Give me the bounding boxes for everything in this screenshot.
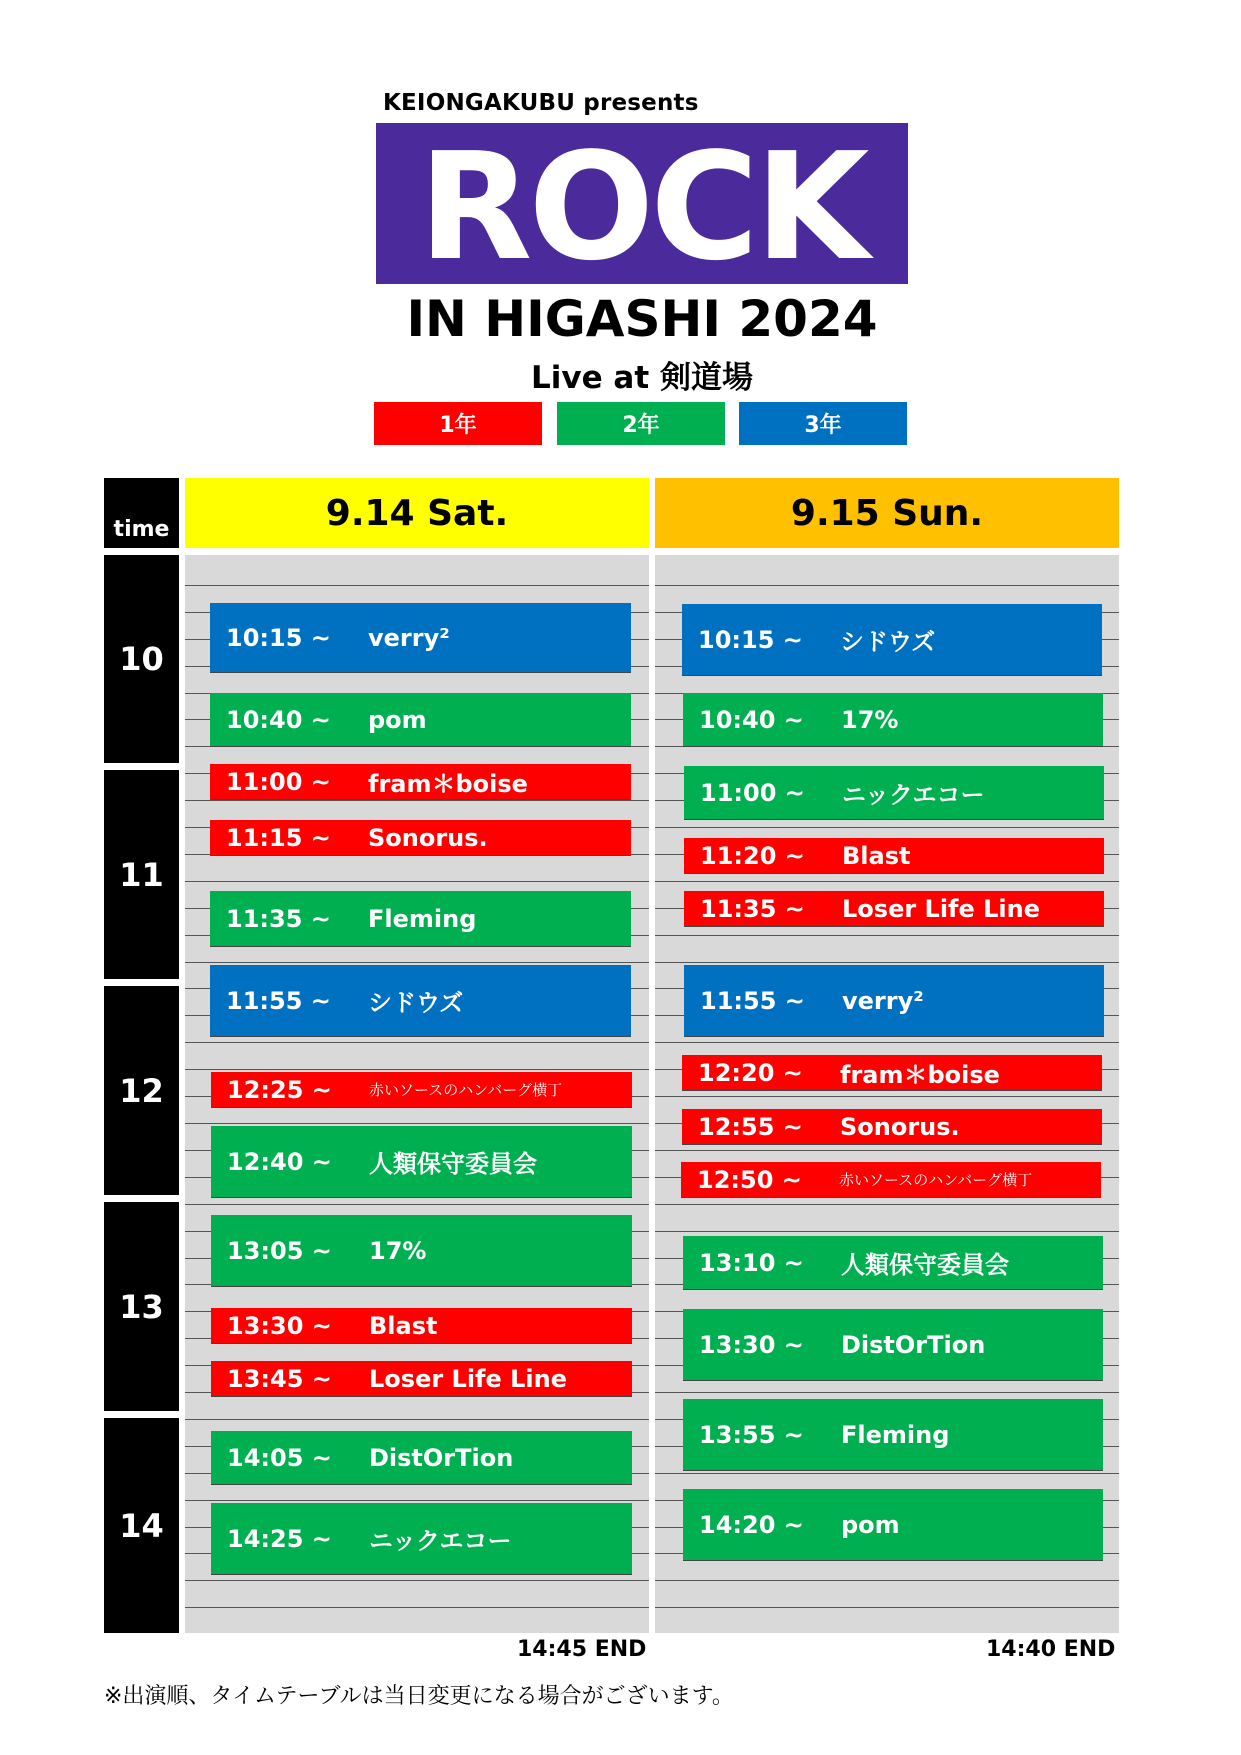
schedule-slot [684, 766, 1104, 820]
grid-line [655, 935, 1119, 936]
slot-band-name: Fleming [368, 904, 477, 933]
slot-band-name: Loser Life Line [842, 894, 1041, 923]
footnote: ※出演順、タイムテーブルは当日変更になる場合がございます。 [104, 1684, 734, 1709]
slot-band-name: pom [841, 1510, 900, 1539]
schedule-slot [681, 1162, 1101, 1198]
grid-line [655, 827, 1119, 828]
hour-cell-12: 12 [104, 986, 179, 1195]
schedule-slot [210, 693, 631, 747]
slot-time: 13:10 ~ [699, 1248, 804, 1277]
schedule-slot [210, 965, 631, 1037]
schedule-slot [211, 1126, 632, 1198]
day-header-sun: 9.15 Sun. [655, 478, 1119, 548]
grid-line [185, 881, 649, 882]
slot-time: 11:35 ~ [700, 894, 805, 923]
slot-band-name: verry² [842, 986, 924, 1015]
hour-cell-11: 11 [104, 770, 179, 979]
schedule-slot [210, 764, 631, 800]
slot-band-name: Sonorus. [368, 823, 488, 852]
schedule-slot [683, 693, 1103, 747]
grid-line [185, 1580, 649, 1581]
slot-time: 11:00 ~ [700, 778, 805, 807]
grid-line [655, 1204, 1119, 1205]
grid-line [185, 1204, 649, 1205]
slot-band-name: 赤いソースのハンバーグ横丁 [369, 1081, 563, 1099]
slot-band-name: 赤いソースのハンバーグ横丁 [839, 1171, 1033, 1189]
grid-line [655, 962, 1119, 963]
slot-band-name: 人類保守委員会 [841, 1251, 1009, 1279]
grid-line [185, 1123, 649, 1124]
slot-band-name: Blast [842, 841, 911, 870]
slot-band-name: verry² [368, 623, 450, 652]
schedule-slot [684, 838, 1104, 874]
grid-line [185, 1607, 649, 1608]
grid-line [185, 1069, 649, 1070]
slot-time: 14:20 ~ [699, 1510, 804, 1539]
day-header-sat: 9.14 Sat. [185, 478, 649, 548]
legend-grade-1: 1年 [374, 402, 542, 445]
schedule-column-sat [185, 555, 649, 1633]
end-time-sun: 14:40 END [986, 1637, 1116, 1662]
slot-time: 13:45 ~ [227, 1364, 332, 1393]
slot-time: 12:50 ~ [697, 1165, 802, 1194]
slot-time: 11:55 ~ [226, 986, 331, 1015]
schedule-column-sun [655, 555, 1119, 1633]
slot-time: 10:15 ~ [226, 623, 331, 652]
grid-line [655, 1392, 1119, 1393]
grid-line [655, 1150, 1119, 1151]
presenter-text: KEIONGAKUBU presents [383, 90, 699, 116]
slot-time: 10:40 ~ [226, 705, 331, 734]
slot-time: 11:55 ~ [700, 986, 805, 1015]
slot-band-name: DistOrTion [841, 1330, 986, 1359]
schedule-slot [211, 1361, 632, 1397]
schedule-slot [211, 1431, 632, 1485]
hour-cell-14: 14 [104, 1418, 179, 1633]
slot-band-name: Sonorus. [840, 1112, 960, 1141]
slot-time: 11:20 ~ [700, 841, 805, 870]
grid-line [185, 585, 649, 586]
grid-line [185, 962, 649, 963]
slot-band-name: 17% [369, 1236, 427, 1265]
slot-time: 11:00 ~ [226, 767, 331, 796]
slot-time: 11:35 ~ [226, 904, 331, 933]
event-subtitle: IN HIGASHI 2024 [406, 290, 878, 348]
slot-time: 12:20 ~ [698, 1058, 803, 1087]
time-column-header: time [104, 478, 179, 548]
venue-text: Live at 剣道場 [531, 360, 753, 396]
slot-time: 10:40 ~ [699, 705, 804, 734]
slot-time: 11:15 ~ [226, 823, 331, 852]
slot-band-name: シドウズ [368, 989, 464, 1017]
schedule-slot [683, 1489, 1103, 1561]
grid-line [655, 1042, 1119, 1043]
schedule-slot [684, 891, 1104, 927]
slot-band-name: Loser Life Line [369, 1364, 568, 1393]
legend-grade-2: 2年 [557, 402, 725, 445]
schedule-slot [211, 1072, 632, 1108]
schedule-slot [682, 604, 1102, 676]
schedule-slot [683, 1309, 1103, 1381]
slot-time: 12:40 ~ [227, 1147, 332, 1176]
schedule-slot [210, 891, 631, 947]
end-time-sat: 14:45 END [517, 1637, 647, 1662]
schedule-slot [684, 965, 1104, 1037]
grid-line [185, 1500, 649, 1501]
slot-band-name: ニックエコー [842, 781, 985, 809]
slot-band-name: fram＊boise [368, 770, 528, 798]
slot-time: 12:55 ~ [698, 1112, 803, 1141]
schedule-slot [211, 1215, 632, 1287]
grid-line [655, 1096, 1119, 1097]
schedule-slot [211, 1308, 632, 1344]
grid-line [655, 585, 1119, 586]
hour-cell-10: 10 [104, 555, 179, 763]
grid-line [185, 1042, 649, 1043]
slot-band-name: 人類保守委員会 [369, 1150, 537, 1178]
legend-grade-3: 3年 [739, 402, 907, 445]
schedule-slot [211, 1503, 632, 1575]
slot-band-name: 17% [841, 705, 899, 734]
schedule-slot [210, 603, 631, 673]
logo-text: ROCK [418, 120, 866, 293]
grid-line [655, 1231, 1119, 1232]
slot-band-name: pom [368, 705, 427, 734]
grid-line [185, 800, 649, 801]
schedule-slot [683, 1399, 1103, 1471]
slot-time: 14:05 ~ [227, 1443, 332, 1472]
slot-band-name: シドウズ [840, 628, 936, 656]
rock-logo [376, 120, 908, 293]
schedule-slot [682, 1055, 1102, 1091]
grid-line [655, 1607, 1119, 1608]
slot-time: 13:30 ~ [699, 1330, 804, 1359]
grid-line [185, 1419, 649, 1420]
schedule-slot [210, 820, 631, 856]
schedule-slot [683, 1236, 1103, 1290]
slot-band-name: Fleming [841, 1420, 950, 1449]
slot-time: 13:30 ~ [227, 1311, 332, 1340]
schedule-slot [682, 1109, 1102, 1145]
slot-band-name: Blast [369, 1311, 438, 1340]
slot-band-name: fram＊boise [840, 1061, 1000, 1089]
slot-time: 12:25 ~ [227, 1075, 332, 1104]
slot-time: 10:15 ~ [698, 625, 803, 654]
grid-line [655, 1580, 1119, 1581]
grid-line [655, 1473, 1119, 1474]
slot-band-name: ニックエコー [369, 1527, 512, 1555]
slot-time: 13:55 ~ [699, 1420, 804, 1449]
hour-cell-13: 13 [104, 1202, 179, 1411]
slot-band-name: DistOrTion [369, 1443, 514, 1472]
grid-line [655, 881, 1119, 882]
slot-time: 14:25 ~ [227, 1524, 332, 1553]
slot-time: 13:05 ~ [227, 1236, 332, 1265]
